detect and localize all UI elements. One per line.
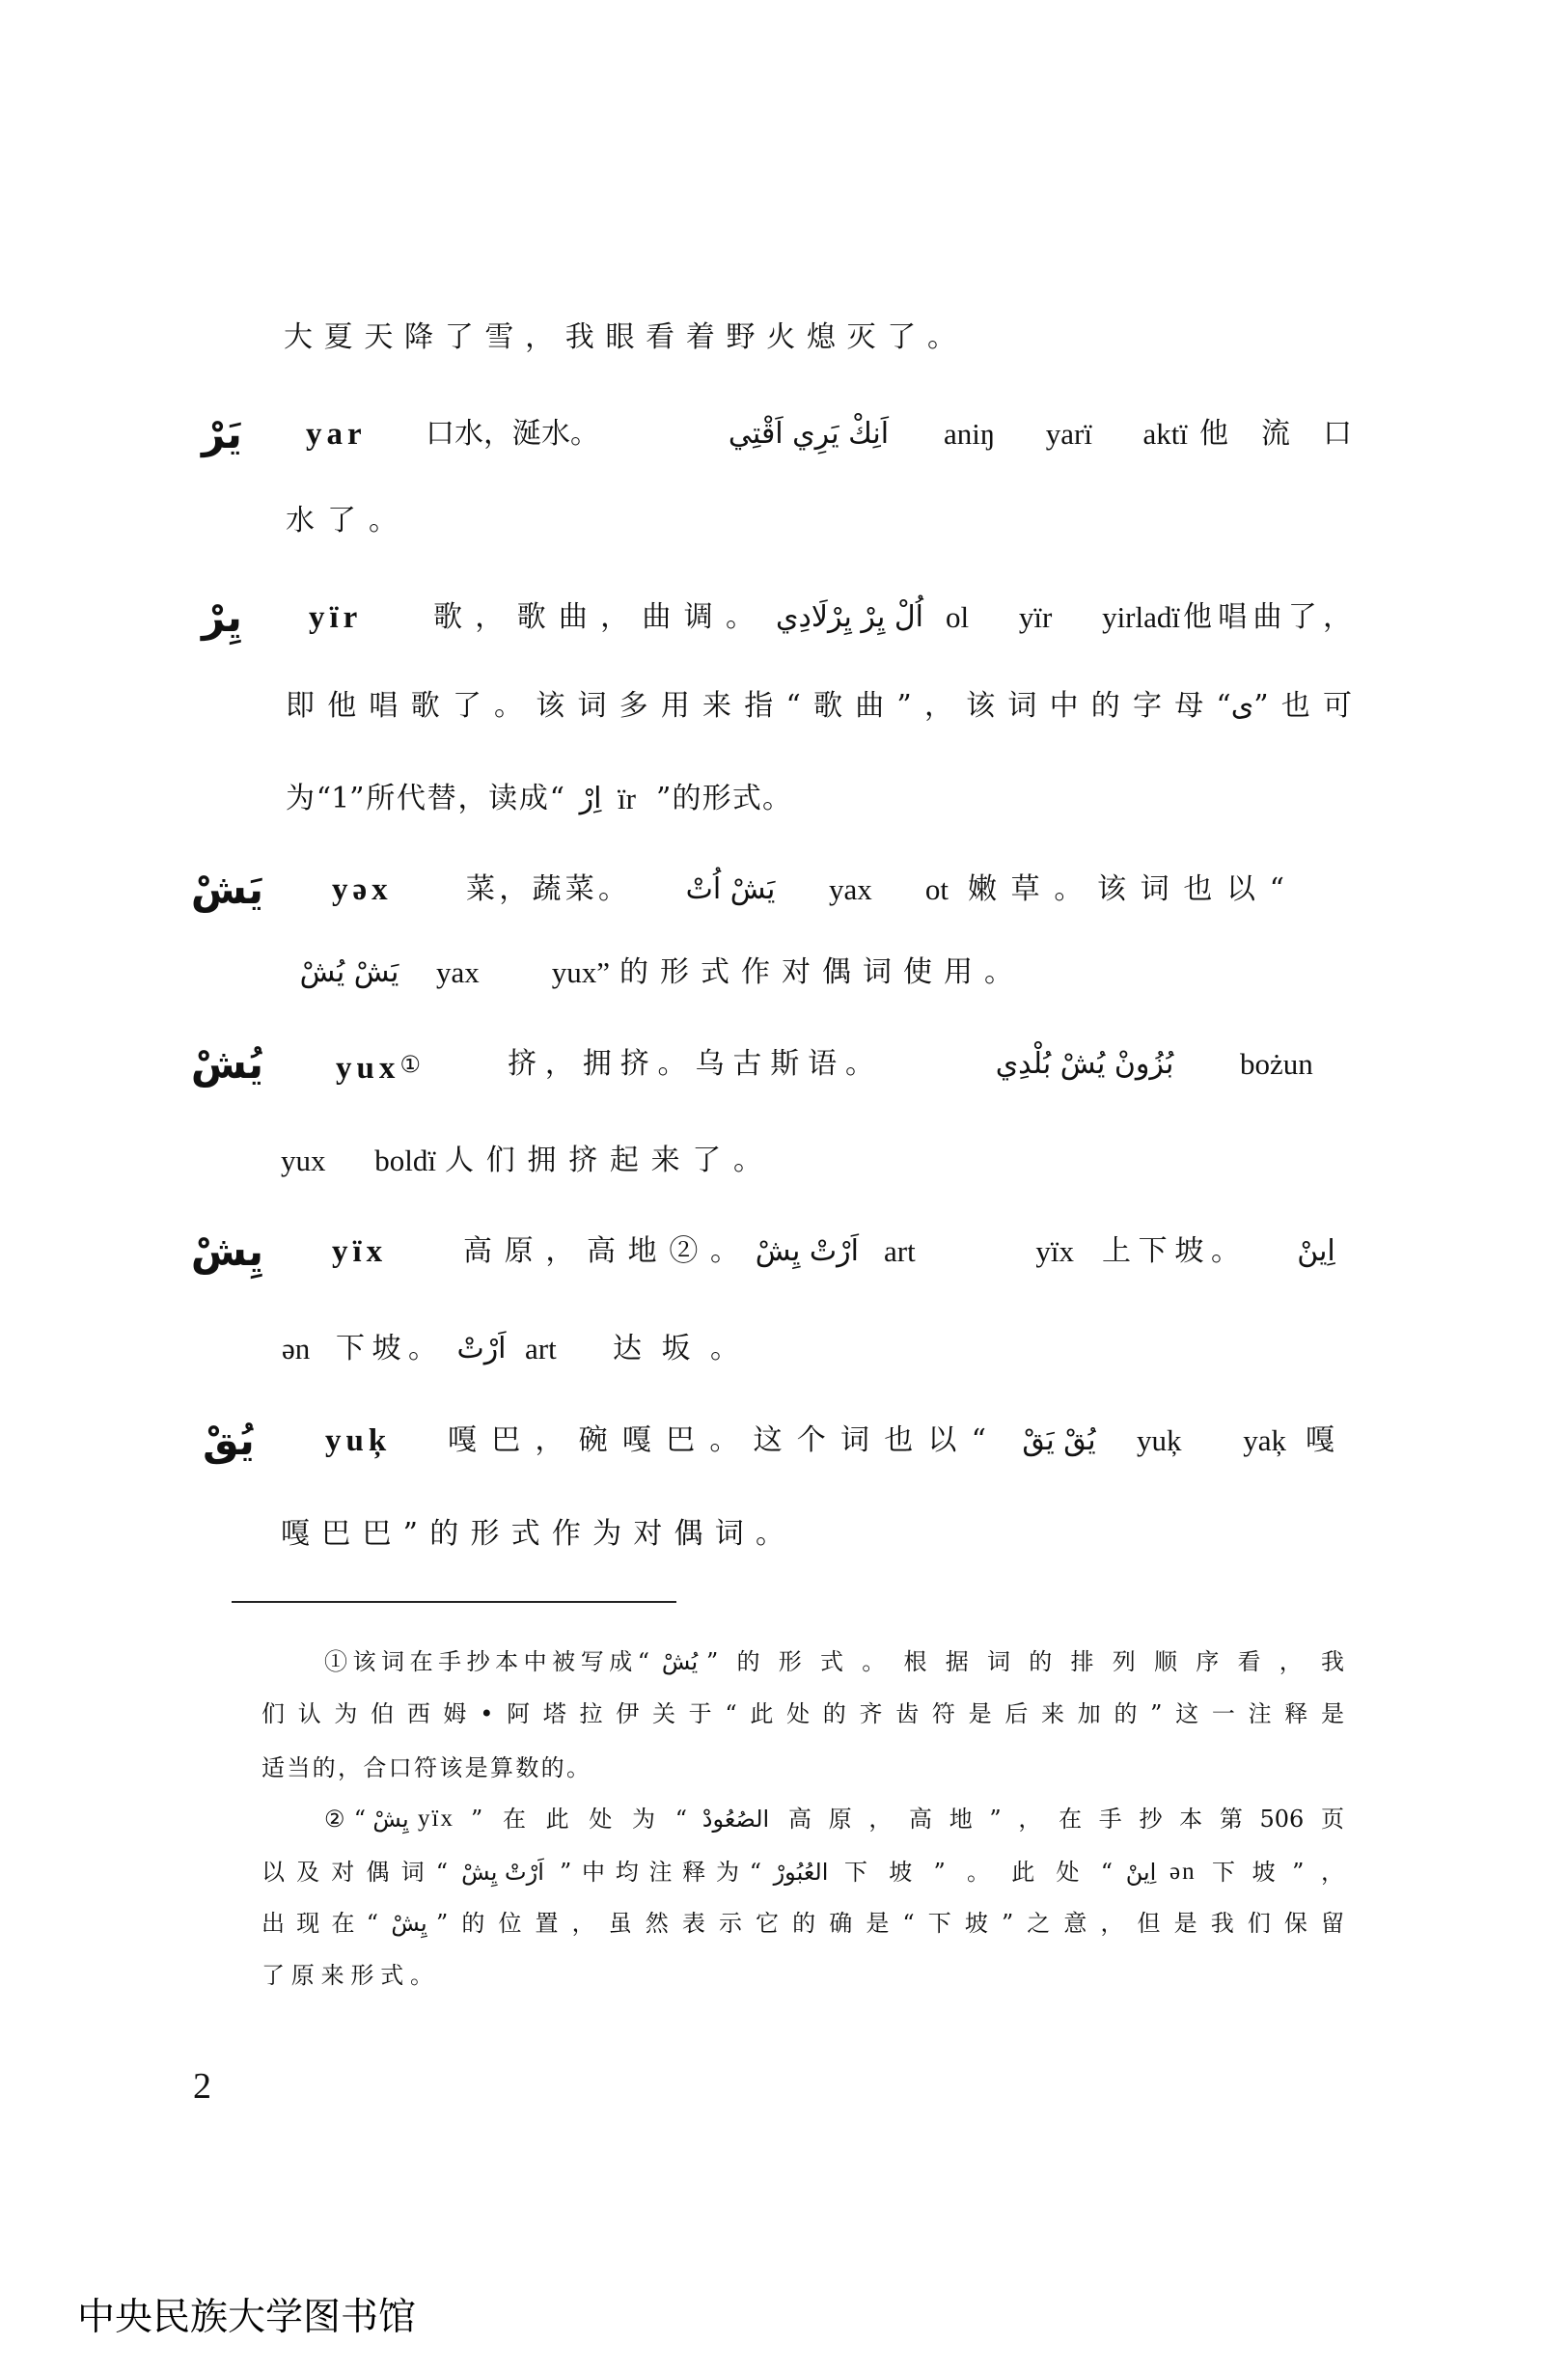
example-latin-cont: yux boldï — [281, 1144, 436, 1177]
pair-latin: yuķ yaķ — [1137, 1423, 1286, 1457]
note-latin: ïr — [618, 782, 636, 815]
headword-arabic: يِشْ — [190, 1227, 263, 1275]
footnote-marker: ① — [324, 1648, 353, 1675]
example-latin: aniŋ yarï aktï — [944, 417, 1188, 451]
footnote-arabic: يِشْ — [372, 1806, 409, 1833]
example-latin: ol yïr yirladï — [946, 600, 1180, 634]
example-arabic: اَرْتْ يِشْ — [755, 1234, 859, 1268]
footnote-arabic: اِينْ — [1125, 1859, 1157, 1886]
footnote-arabic: اَرْتْ يِشْ — [461, 1859, 544, 1886]
footnote-2-line: ”中均注释为“ — [560, 1859, 761, 1886]
example-translation: 上下坡。 — [1102, 1234, 1240, 1268]
headword-transliteration: yar — [306, 417, 367, 452]
headword-arabic: يُشْ — [190, 1040, 263, 1088]
footnote-text: 该词在手抄本中被写成“ — [352, 1648, 649, 1675]
example-latin: art yïx — [884, 1234, 1074, 1268]
example-arabic: اَنِكْ يَرِي اَقْتِي — [728, 417, 890, 451]
example-latin: yax ot — [829, 872, 949, 906]
footnote-text: “ — [353, 1806, 366, 1833]
footnote-arabic: يُشْ — [661, 1648, 699, 1675]
gloss: 菜，蔬菜。 — [466, 872, 627, 906]
footnote-2-line: 下坡”， — [1212, 1859, 1344, 1886]
footnote-ref-1: ① — [399, 1051, 421, 1078]
example-translation: 人们拥挤起来了。 — [445, 1144, 762, 1177]
gloss: 歌，歌曲，曲调。 — [433, 600, 755, 634]
footnote-2-line: 了原来形式。 — [261, 1962, 433, 1989]
footnote-2-line: ”的位置，虽然表示它的确是“下坡”之意，但是我们保留 — [436, 1910, 1344, 1937]
example-arabic: اُلْ يِرْ يِرْلَادِي — [776, 600, 923, 634]
gloss: 嘎巴，碗嘎巴。这个词也以“ — [448, 1423, 986, 1457]
footnote-marker: ② — [324, 1806, 354, 1833]
footnote-latin: ən — [1169, 1859, 1197, 1885]
example-translation-cont: 水了。 — [286, 504, 398, 538]
headword-arabic: يِرْ — [202, 593, 242, 641]
example-translation: 他唱曲了， — [1183, 600, 1352, 634]
footnote-1-line — [324, 1644, 649, 1679]
footnote-2-line: ”在此处为“ — [471, 1806, 687, 1833]
headword-transliteration: yïr — [309, 600, 363, 635]
pair-latin: yax yux” — [436, 955, 610, 989]
footnote-ref-2: ② — [669, 1234, 711, 1268]
headword-arabic: يُقْ — [203, 1417, 255, 1464]
footnote-arabic: يِشْ — [391, 1910, 427, 1937]
footnote-1-line: 们认为伯西姆•阿塔拉伊关于“此处的齐齿符是后来加的”这一注释是 — [261, 1700, 1344, 1727]
pair-arabic: يُقْ يَقْ — [1022, 1423, 1096, 1457]
pair-translation-cont: 嘎巴巴”的形式作为对偶词。 — [281, 1517, 784, 1551]
footnote-1-line: 适当的，合口符该是算数的。 — [261, 1754, 590, 1781]
example-latin: bożun — [1240, 1047, 1313, 1081]
example-arabic: يَشْ اُتْ — [685, 872, 776, 906]
example3-translation: 达坂。 — [613, 1332, 739, 1365]
note-arabic: اِرْ — [579, 782, 602, 815]
gloss: 口水，涎水。 — [426, 417, 599, 451]
footnote-1-line: ”的形式。根据词的排列顺序看，我 — [706, 1648, 1344, 1675]
gloss-text: 高原，高地 — [463, 1234, 670, 1268]
gloss-end: 。 — [710, 1234, 740, 1268]
footnote-arabic: الصُعُودْ — [701, 1806, 770, 1833]
footnote-2-line: 出现在“ — [261, 1910, 378, 1937]
entry-note-line: ”的形式。 — [656, 782, 791, 815]
footnote-2-line: 以及对偶词“ — [261, 1859, 448, 1886]
headword-transliteration — [336, 1043, 447, 1086]
gloss — [463, 1230, 739, 1273]
footnote-arabic: العُبُورْ — [773, 1859, 829, 1886]
footnote-2-line: 高原，高地”，在手抄本第506页 — [788, 1806, 1344, 1833]
library-watermark: 中央民族大学图书馆 — [77, 2296, 417, 2339]
page-number: 2 — [193, 2066, 211, 2107]
example-arabic: بُزُونْ يُشْ بُلْدِي — [995, 1047, 1174, 1081]
headword-arabic: يَرْ — [202, 410, 242, 457]
example-translation: 他流口 — [1199, 417, 1352, 451]
example2-arabic: اِينْ — [1297, 1234, 1335, 1268]
pair-translation: 嘎 — [1306, 1423, 1334, 1457]
example-translation: 嫩草。该词也以“ — [968, 872, 1284, 906]
pair-arabic: يَشْ يُشْ — [299, 955, 399, 989]
headword-transliteration: yïx — [332, 1234, 388, 1269]
headword-transliteration: yuķ — [325, 1423, 392, 1458]
example3-arabic: اَرْتْ — [456, 1332, 507, 1365]
footnote-latin: yïx — [418, 1806, 454, 1832]
footnote-separator — [232, 1601, 676, 1603]
gloss: 挤，拥挤。乌古斯语。 — [508, 1047, 874, 1081]
entry-note-line: 为“1”所代替，读成“ — [286, 782, 564, 815]
headword-transliteration: yəx — [332, 872, 393, 907]
translit-text: yux — [336, 1051, 400, 1086]
footnote-2-line: 下坡”。此处“ — [844, 1859, 1113, 1886]
pair-note: 的形式作对偶词使用。 — [619, 955, 1013, 989]
example2-translation: 下坡。 — [336, 1332, 437, 1365]
example3-latin: art — [525, 1332, 557, 1365]
entry-note-line: 即他唱歌了。该词多用来指“歌曲”，该词中的字母“ى”也可 — [286, 689, 1352, 723]
headword-arabic: يَشْ — [190, 866, 263, 913]
footnote-2-line — [324, 1802, 366, 1836]
continuation-line: 大夏天降了雪，我眼看着野火熄灭了。 — [284, 320, 956, 354]
example2-latin: ən — [282, 1332, 311, 1365]
